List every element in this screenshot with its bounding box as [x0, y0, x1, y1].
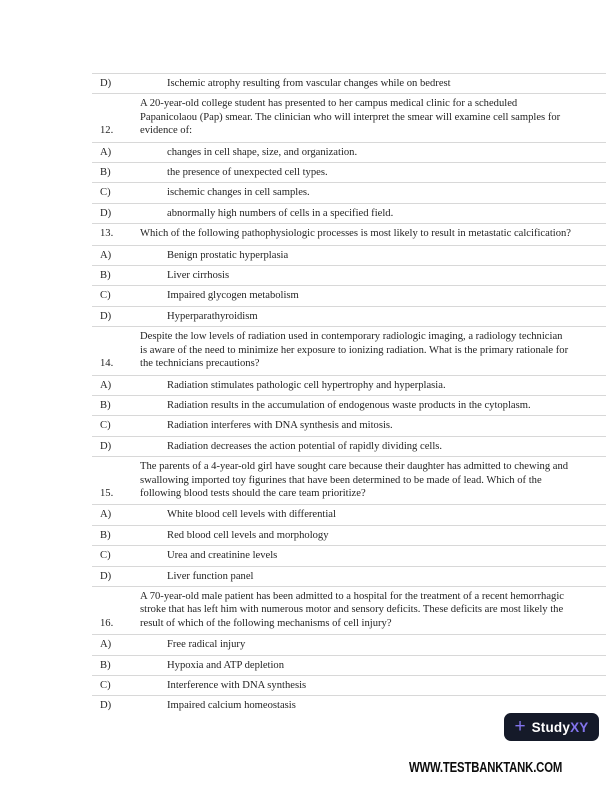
option-row — [92, 73, 606, 93]
question-number: 15. — [100, 487, 114, 499]
option-label: D) — [100, 440, 112, 452]
logo-study-text: Study — [531, 719, 571, 735]
question-row — [92, 93, 606, 141]
option-row — [92, 306, 606, 326]
option-row — [92, 634, 606, 654]
option-label: C) — [100, 187, 111, 199]
option-text: Urea and creatinine levels — [167, 550, 278, 562]
question-number: 14. — [100, 358, 114, 370]
plus-icon: + — [514, 715, 526, 737]
option-label: D) — [100, 310, 112, 322]
option-text: changes in cell shape, size, and organization. — [167, 146, 358, 158]
option-row — [92, 545, 606, 565]
option-text: Ischemic atrophy resulting from vascular changes while on bedrest — [167, 78, 451, 89]
option-label: D) — [100, 207, 112, 219]
question-row — [92, 456, 606, 504]
option-row — [92, 203, 606, 223]
option-text: Impaired glycogen metabolism — [167, 290, 299, 302]
option-label: D) — [100, 78, 112, 89]
option-label: C) — [100, 290, 111, 302]
question-row — [92, 326, 606, 374]
logo-xy-text: XY — [570, 719, 589, 735]
question-stem: Which of the following pathophysiologic processes is most likely to result in metastatic calcification? — [140, 228, 572, 240]
option-row — [92, 415, 606, 435]
option-text: Hypoxia and ATP depletion — [167, 659, 285, 671]
option-text: Interference with DNA synthesis — [167, 680, 307, 691]
option-text: Liver function panel — [167, 570, 254, 582]
option-row — [92, 525, 606, 545]
option-label: C) — [100, 550, 111, 562]
option-text: Red blood cell levels and morphology — [167, 529, 329, 541]
option-label: B) — [100, 659, 111, 671]
option-text: Free radical injury — [167, 639, 246, 651]
option-label: D) — [100, 570, 112, 582]
option-text: Radiation stimulates pathologic cell hypertrophy and hyperplasia. — [167, 379, 446, 391]
option-label: A) — [100, 509, 112, 521]
option-label: D) — [100, 700, 112, 712]
question-row — [92, 223, 606, 244]
question-number: 13. — [100, 228, 114, 240]
option-text: White blood cell levels with differential — [167, 509, 336, 521]
option-label: A) — [100, 379, 112, 391]
option-label: A) — [100, 146, 112, 158]
option-row — [92, 285, 606, 305]
option-row — [92, 395, 606, 415]
option-label: C) — [100, 680, 111, 691]
option-text: Radiation decreases the action potential of rapidly dividing cells. — [167, 440, 443, 452]
studyxy-logo — [504, 713, 599, 741]
option-row — [92, 655, 606, 675]
option-text: ischemic changes in cell samples. — [167, 187, 310, 199]
option-row — [92, 245, 606, 265]
question-number: 16. — [100, 617, 114, 629]
option-row — [92, 436, 606, 456]
option-label: A) — [100, 249, 112, 261]
question-row — [92, 586, 606, 634]
option-label: B) — [100, 529, 111, 541]
question-stem: The parents of a 4-year-old girl have sought care because their daughter has admitted to chewing and swallowing imported toy figurines that have been determined to be made of lead. Which of the following blood tests should the care team prioritize? — [140, 461, 569, 499]
option-text: Liver cirrhosis — [167, 270, 230, 282]
question-table — [92, 73, 606, 716]
website-url: WWW.TESTBANKTANK.COM — [409, 760, 563, 776]
option-row — [92, 182, 606, 202]
question-stem: A 70-year-old male patient has been admitted to a hospital for the treatment of a recent hemorrhagic stroke that has left him with numerous motor and sensory deficits. These deficits are most likely the result of which of the following mechanisms of cell injury? — [140, 590, 564, 629]
option-label: B) — [100, 270, 111, 282]
option-text: abnormally high numbers of cells in a specified field. — [167, 207, 394, 219]
option-text: Radiation interferes with DNA synthesis and mitosis. — [167, 420, 393, 432]
option-text: Hyperparathyroidism — [167, 310, 258, 322]
option-row — [92, 675, 606, 695]
option-row — [92, 142, 606, 162]
option-row — [92, 566, 606, 586]
logo-wordmark — [532, 720, 589, 735]
option-label: B) — [100, 399, 111, 411]
option-row — [92, 375, 606, 395]
option-text: Impaired calcium homeostasis — [167, 700, 296, 712]
option-text: Benign prostatic hyperplasia — [167, 249, 289, 261]
option-text: the presence of unexpected cell types. — [167, 167, 328, 179]
option-text: Radiation results in the accumulation of endogenous waste products in the cytoplasm. — [167, 399, 531, 411]
option-row — [92, 504, 606, 524]
option-label: C) — [100, 420, 111, 432]
option-row — [92, 265, 606, 285]
question-number: 12. — [100, 125, 114, 137]
question-stem: Despite the low levels of radiation used in contemporary radiologic imaging, a radiology technician is aware of the need to minimize her exposure to ionizing radiation. What is the primary rationale for the technicians precautions? — [140, 331, 569, 370]
question-stem: A 20-year-old college student has presented to her campus medical clinic for a scheduled Papanicolaou (Pap) smear. The clinician who will interpret the smear will examine cell samples for evidence of: — [140, 98, 561, 137]
option-row — [92, 162, 606, 182]
option-label: A) — [100, 639, 112, 651]
option-label: B) — [100, 167, 111, 179]
